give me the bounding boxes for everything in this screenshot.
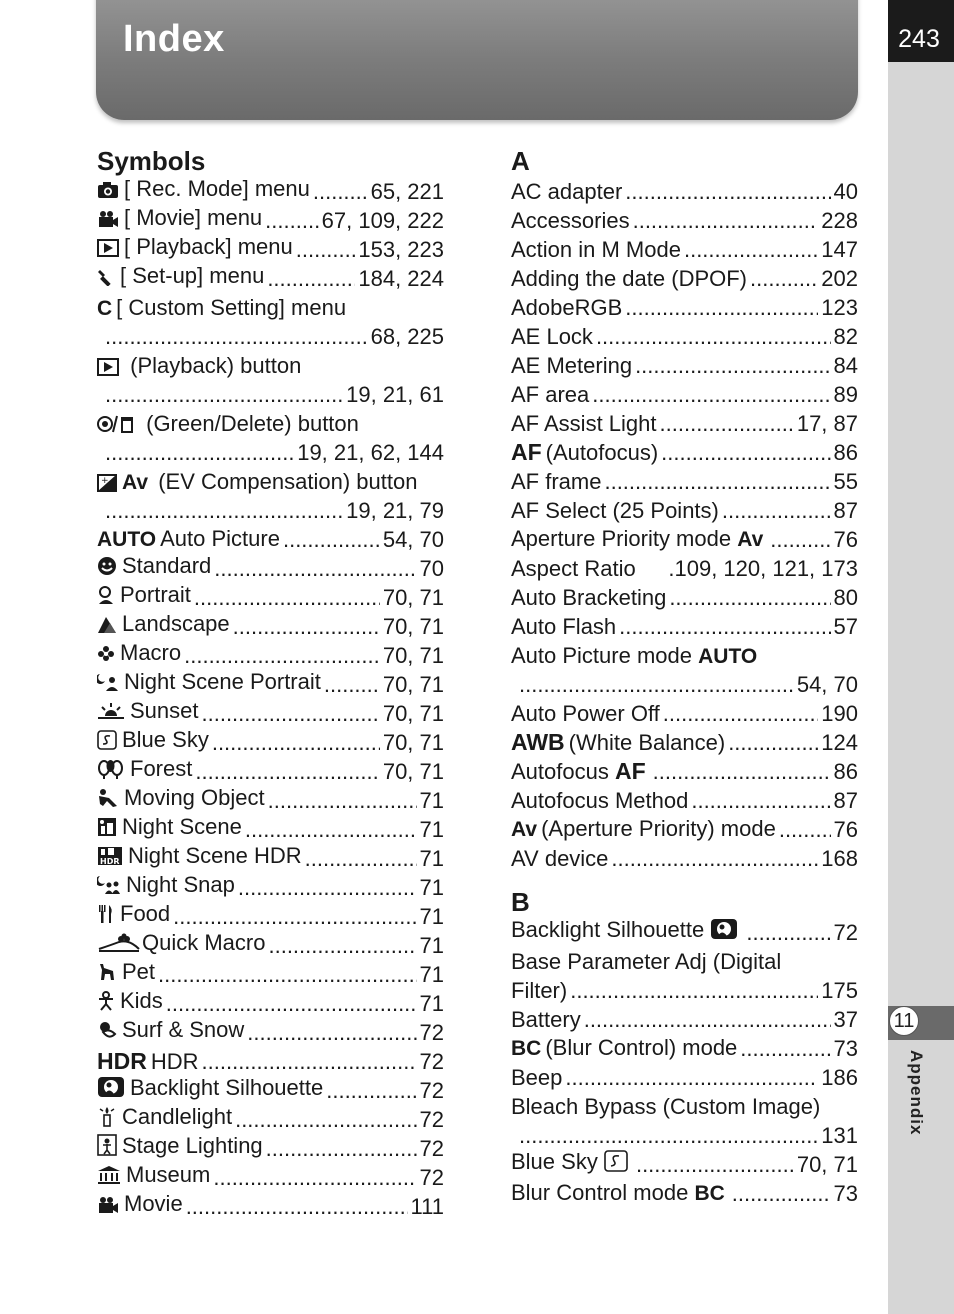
- index-entry[interactable]: Stage Lighting ..... 72: [97, 1134, 444, 1163]
- index-entry[interactable]: BC (Blur Control) mode ..... 73: [511, 1034, 858, 1063]
- leader-dots: [519, 670, 795, 699]
- chapter-label: Appendix: [907, 1050, 926, 1136]
- movie-camera-icon: [97, 206, 119, 235]
- leader-dots: [265, 206, 318, 235]
- leader-dots: [296, 235, 356, 264]
- leader-dots: [105, 496, 344, 525]
- index-entry-continuation: ..... 68, 225: [97, 322, 444, 351]
- index-entry[interactable]: Night Snap ..... 71: [97, 873, 444, 902]
- leader-dots: [173, 902, 416, 931]
- leader-dots: [305, 844, 417, 873]
- leader-dots: [212, 728, 380, 757]
- index-entry[interactable]: AUTO Auto Picture ..... 54, 70: [97, 525, 444, 554]
- leader-dots: [770, 525, 830, 554]
- stage-lighting-icon: [97, 1134, 117, 1163]
- leader-dots: [691, 786, 830, 815]
- chapter-number-badge: 11: [889, 1006, 919, 1036]
- index-entry-label[interactable]: (Green/Delete) button: [97, 409, 444, 438]
- index-entry[interactable]: Auto Bracketing ..... 80: [511, 583, 858, 612]
- leader-dots: [584, 1005, 831, 1034]
- index-entry[interactable]: AF Assist Light ..... 17, 87: [511, 409, 858, 438]
- leader-dots: [326, 1076, 416, 1105]
- index-entry[interactable]: AF frame ..... 55: [511, 467, 858, 496]
- index-entry[interactable]: Auto Flash ..... 57: [511, 612, 858, 641]
- leader-dots: [653, 757, 831, 786]
- index-entry[interactable]: Portrait ..... 70, 71: [97, 583, 444, 612]
- auto-mode-icon: AUTO: [698, 645, 758, 668]
- awb-icon: AWB: [511, 729, 565, 755]
- index-entry[interactable]: [ Playback] menu ..... 153, 223: [97, 235, 444, 264]
- index-entry[interactable]: [ Set-up] menu ..... 184, 224: [97, 264, 444, 293]
- leader-dots: [740, 1034, 830, 1063]
- leader-dots: [625, 177, 830, 206]
- auto-mode-icon: AUTO: [97, 528, 157, 551]
- leader-dots: [565, 1063, 818, 1092]
- index-entry[interactable]: Moving Object ..... 71: [97, 786, 444, 815]
- index-entry[interactable]: Quick Macro ..... 71: [97, 931, 444, 960]
- index-entry[interactable]: Surf & Snow ..... 72: [97, 1018, 444, 1047]
- night-scene-hdr-icon: [97, 844, 123, 873]
- a-b-column: [511, 145, 858, 1208]
- av-icon: Av: [511, 818, 538, 841]
- page-number-box: [888, 0, 954, 62]
- index-entry[interactable]: AV device ..... 168: [511, 844, 858, 873]
- candlelight-icon: [97, 1105, 117, 1134]
- index-entry-label[interactable]: C [ Custom Setting] menu: [97, 295, 347, 320]
- leader-dots: [283, 525, 380, 554]
- quick-macro-icon: [97, 931, 141, 960]
- index-entry-continuation: ..... 19, 21, 61: [97, 380, 444, 409]
- leader-dots: [105, 438, 295, 467]
- svg-text:+: +: [101, 476, 109, 486]
- leader-dots: [750, 264, 818, 293]
- macro-mode-icon: [97, 641, 115, 670]
- index-entry-label[interactable]: Base Parameter Adj (Digital: [511, 949, 782, 974]
- index-entry[interactable]: Pet ..... 71: [97, 960, 444, 989]
- index-entry[interactable]: Night Scene Portrait ..... 70, 71: [97, 670, 444, 699]
- leader-dots: [633, 206, 819, 235]
- index-entry[interactable]: Autofocus AF ..... 86: [511, 757, 858, 786]
- index-entry[interactable]: Action in M Mode ..... 147: [511, 235, 858, 264]
- page-number: 243: [898, 25, 940, 53]
- surf-snow-icon: [97, 1018, 117, 1047]
- leader-dots: [202, 1047, 417, 1076]
- leader-dots: [105, 380, 344, 409]
- svg-text:HDR: HDR: [100, 857, 120, 866]
- af-icon: AF: [614, 758, 646, 784]
- index-entry[interactable]: Adding the date (DPOF) ..... 202: [511, 264, 858, 293]
- leader-dots: [324, 670, 380, 699]
- leader-dots: [663, 699, 819, 728]
- leader-dots: [684, 235, 818, 264]
- index-entry[interactable]: [ Movie] menu ..... 67, 109, 222: [97, 206, 444, 235]
- leader-dots: [313, 177, 368, 206]
- night-scene-portrait-icon: [97, 670, 119, 699]
- index-entry[interactable]: Accessories ..... 228: [511, 206, 858, 235]
- green-delete-icon: [97, 412, 135, 441]
- leader-dots: [247, 1018, 416, 1047]
- av-icon: Av: [122, 471, 149, 494]
- index-entry-label[interactable]: (Playback) button: [97, 351, 444, 380]
- index-entry[interactable]: Blue Sky ..... 70, 71: [97, 728, 444, 757]
- index-entry[interactable]: Blur Control mode BC ..... 73: [511, 1179, 858, 1208]
- index-entry[interactable]: Beep ..... 186: [511, 1063, 858, 1092]
- leader-dots: [611, 844, 818, 873]
- leader-dots: [166, 989, 417, 1018]
- pet-mode-icon: [97, 960, 117, 989]
- leader-dots: [519, 1121, 819, 1150]
- index-entry-label[interactable]: Auto Picture mode AUTO: [511, 643, 758, 668]
- leader-dots: [186, 1192, 408, 1221]
- leader-dots: [661, 438, 830, 467]
- leader-dots: [635, 351, 830, 380]
- index-entry[interactable]: Landscape ..... 70, 71: [97, 612, 444, 641]
- index-entry-continuation: ..... 19, 21, 79: [97, 496, 444, 525]
- movie-camera-icon: [97, 1192, 119, 1221]
- index-entry[interactable]: Movie ..... 111: [97, 1192, 444, 1221]
- section-heading-b: B: [511, 887, 530, 917]
- index-entry[interactable]: AF (Autofocus) ..... 86: [511, 438, 858, 467]
- blue-sky-icon: [97, 728, 117, 757]
- playback-icon: [97, 354, 119, 383]
- leader-dots: [194, 583, 380, 612]
- leader-dots: [728, 728, 818, 757]
- index-entry[interactable]: HDR HDR ..... 72: [97, 1047, 444, 1076]
- section-heading-symbols: Symbols: [97, 146, 206, 176]
- ev-compensation-icon: [97, 470, 117, 499]
- leader-dots: [214, 554, 416, 583]
- wrench-icon: [97, 264, 115, 293]
- leader-dots: [268, 931, 416, 960]
- leader-dots: [233, 612, 380, 641]
- backlight-silhouette-icon: [710, 918, 738, 947]
- leader-dots: [746, 918, 830, 947]
- index-entry-continuation: ..... 19, 21, 62, 144: [97, 438, 444, 467]
- leader-dots: [625, 293, 818, 322]
- index-entry[interactable]: Sunset ..... 70, 71: [97, 699, 444, 728]
- index-entry[interactable]: [ Rec. Mode] menu ..... 65, 221: [97, 177, 444, 206]
- av-icon: Av: [737, 528, 764, 551]
- index-entry[interactable]: Night Scene ..... 71: [97, 815, 444, 844]
- leader-dots: [592, 380, 830, 409]
- leader-dots: [722, 496, 831, 525]
- playback-icon: [97, 235, 119, 264]
- index-entry[interactable]: Blue Sky ..... 70, 71: [511, 1150, 858, 1179]
- sunset-mode-icon: [97, 699, 125, 728]
- index-entry[interactable]: Food ..... 71: [97, 902, 444, 931]
- leader-dots: [596, 322, 831, 351]
- leader-dots: [266, 1134, 417, 1163]
- hdr-icon: HDR: [97, 1048, 147, 1074]
- night-snap-icon: [97, 873, 121, 902]
- index-entry[interactable]: Filter) ..... 175: [511, 976, 858, 1005]
- leader-dots: [202, 699, 380, 728]
- index-entry[interactable]: Forest ..... 70, 71: [97, 757, 444, 786]
- index-entry[interactable]: AdobeRGB ..... 123: [511, 293, 858, 322]
- bc-icon: BC: [511, 1037, 542, 1060]
- index-entry-label[interactable]: Bleach Bypass (Custom Image): [511, 1094, 821, 1119]
- leader-dots: [636, 1150, 794, 1179]
- standard-mode-icon: [97, 554, 117, 583]
- night-scene-icon: [97, 815, 117, 844]
- food-mode-icon: [97, 902, 115, 931]
- index-entry[interactable]: Kids ..... 71: [97, 989, 444, 1018]
- index-entry-label[interactable]: + Av (EV Compensation) button: [97, 467, 444, 496]
- leader-dots: [268, 786, 417, 815]
- index-entry[interactable]: Standard ..... 70: [97, 554, 444, 583]
- index-entry[interactable]: Auto Power Off ..... 190: [511, 699, 858, 728]
- leader-dots: [158, 960, 416, 989]
- leader-dots: [213, 1163, 416, 1192]
- index-entry[interactable]: Museum ..... 72: [97, 1163, 444, 1192]
- moving-object-icon: [97, 786, 119, 815]
- leader-dots: [732, 1179, 831, 1208]
- af-icon: AF: [511, 439, 542, 465]
- index-entry[interactable]: Backlight Silhouette ..... 72: [97, 1076, 444, 1105]
- index-entry[interactable]: AF area ..... 89: [511, 380, 858, 409]
- leader-dots: [184, 641, 380, 670]
- leader-dots: [669, 583, 830, 612]
- index-entry-continuation: ..... 131: [511, 1121, 858, 1150]
- chapter-header-banner: [96, 0, 858, 120]
- index-entry-continuation: ..... 54, 70: [511, 670, 858, 699]
- leader-dots: [245, 815, 417, 844]
- leader-dots: [238, 873, 417, 902]
- leader-dots: [195, 757, 379, 786]
- index-entry[interactable]: Backlight Silhouette ..... 72: [511, 918, 858, 947]
- leader-dots: [619, 612, 830, 641]
- leader-dots: [235, 1105, 416, 1134]
- leader-dots: [660, 409, 794, 438]
- leader-dots: [105, 322, 369, 351]
- index-entry[interactable]: Autofocus Method ..... 87: [511, 786, 858, 815]
- leader-dots: [604, 467, 830, 496]
- index-entry[interactable]: AWB (White Balance) ..... 124: [511, 728, 858, 757]
- kids-mode-icon: [97, 989, 115, 1018]
- leader-dots: [779, 815, 831, 844]
- leader-dots: [570, 976, 818, 1005]
- forest-mode-icon: [97, 757, 125, 786]
- custom-setting-icon: C: [97, 297, 113, 320]
- index-entry[interactable]: AE Lock ..... 82: [511, 322, 858, 351]
- index-entry[interactable]: Candlelight ..... 72: [97, 1105, 444, 1134]
- index-entry[interactable]: Macro ..... 70, 71: [97, 641, 444, 670]
- blue-sky-icon: [604, 1150, 628, 1179]
- page-title: Index: [123, 18, 225, 60]
- index-entry[interactable]: Battery ..... 37: [511, 1005, 858, 1034]
- museum-icon: [97, 1163, 121, 1192]
- bc-icon: BC: [694, 1182, 725, 1205]
- leader-dots: [267, 264, 355, 293]
- landscape-mode-icon: [97, 612, 117, 641]
- camera-icon: [97, 177, 119, 206]
- index-entry[interactable]: AF Select (25 Points) ..... 87: [511, 496, 858, 525]
- portrait-mode-icon: [97, 583, 115, 612]
- index-entry[interactable]: Aperture Priority mode Av ..... 76: [511, 525, 858, 554]
- index-entry[interactable]: AC adapter ..... 40: [511, 177, 858, 206]
- symbols-column: [97, 145, 444, 1221]
- index-entry[interactable]: Av (Aperture Priority) mode ..... 76: [511, 815, 858, 844]
- index-entry[interactable]: AE Metering ..... 84: [511, 351, 858, 380]
- index-entry[interactable]: HDR Night Scene HDR ..... 71: [97, 844, 444, 873]
- backlight-silhouette-icon: [97, 1076, 125, 1105]
- section-heading-a: A: [511, 146, 530, 176]
- index-entry[interactable]: Aspect Ratio .109, 120, 121, 173: [511, 556, 858, 581]
